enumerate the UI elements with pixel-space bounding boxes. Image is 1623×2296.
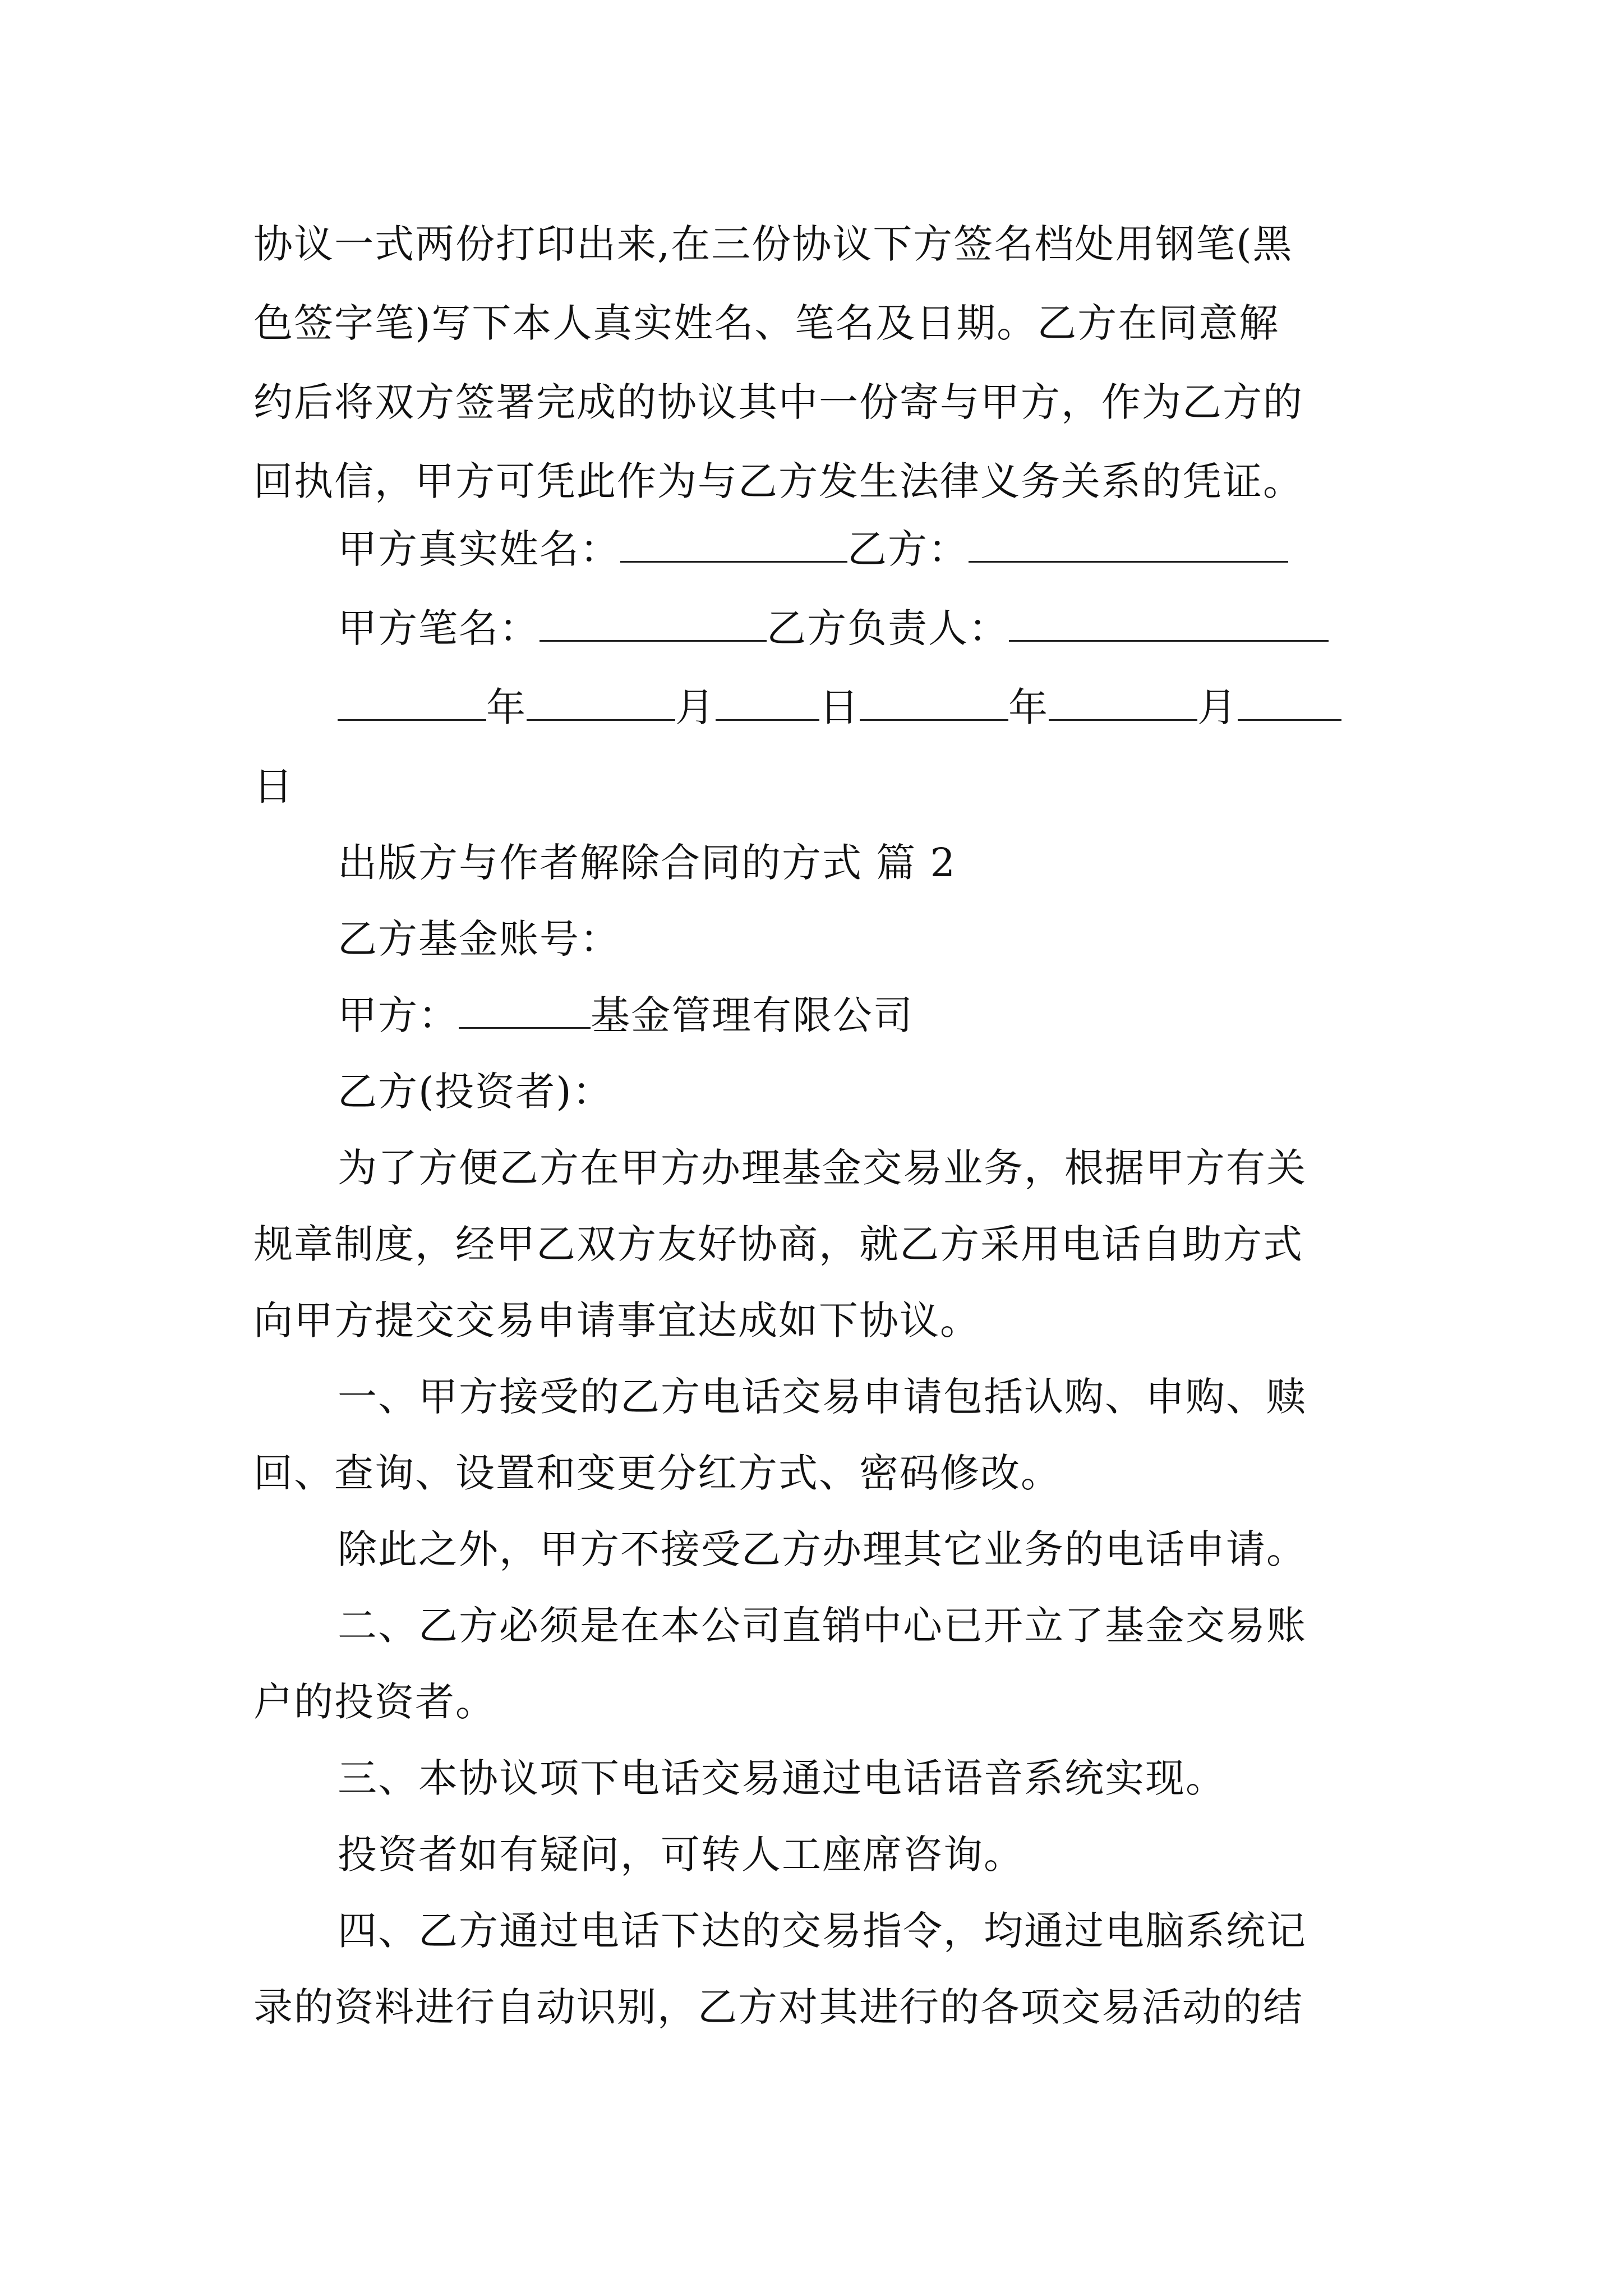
paragraph-line: 四、乙方通过电话下达的交易指令，均通过电脑系统记 — [338, 1908, 1307, 1954]
paragraph-line: 二、乙方必须是在本公司直销中心已开立了基金交易账 — [338, 1603, 1307, 1649]
party-b-rep-label: 乙方负责人： — [767, 605, 1009, 651]
party-a-real-name-label: 甲方真实姓名： — [338, 526, 620, 572]
year-label: 年 — [1008, 684, 1049, 730]
day-blank — [716, 683, 819, 721]
paragraph-line: 约后将双方签署完成的协议其中一份寄与甲方，作为乙方的 — [253, 379, 1303, 425]
party-a-line — [338, 987, 1459, 1043]
section-title: 出版方与作者解除合同的方式 篇 2 — [338, 840, 957, 886]
paragraph-line: 规章制度，经甲乙双方友好协商，就乙方采用电话自助方式 — [253, 1221, 1303, 1267]
party-a-company-suffix: 基金管理有限公司 — [591, 992, 914, 1038]
paragraph-line: 三、本协议项下电话交易通过电话语音系统实现。 — [338, 1755, 1226, 1801]
month-blank — [1049, 683, 1197, 721]
paragraph-line: 向甲方提交交易申请事宜达成如下协议。 — [253, 1297, 980, 1343]
paragraph-line: 协议一式两份打印出来,在三份协议下方签名档处用钢笔(黑 — [253, 221, 1293, 267]
paragraph-line: 回执信，甲方可凭此作为与乙方发生法律义务关系的凭证。 — [253, 458, 1303, 504]
signature-row-names — [338, 521, 1459, 577]
day-label: 日 — [253, 763, 294, 809]
signature-row-dates — [338, 679, 1459, 735]
day-label: 日 — [819, 684, 860, 730]
paragraph-line: 除此之外，甲方不接受乙方办理其它业务的电话申请。 — [338, 1526, 1307, 1572]
day-blank — [1238, 683, 1341, 721]
paragraph-line: 色签字笔)写下本人真实姓名、笔名及日期。乙方在同意解 — [253, 300, 1280, 346]
paragraph-line: 户的投资者。 — [253, 1679, 496, 1725]
month-label: 月 — [1197, 684, 1238, 730]
paragraph-line: 回、查询、设置和变更分红方式、密码修改。 — [253, 1450, 1061, 1496]
party-a-pen-name-label: 甲方笔名： — [338, 605, 540, 651]
month-label: 月 — [675, 684, 716, 730]
party-a-name-blank — [459, 991, 591, 1029]
party-a-label: 甲方： — [338, 992, 459, 1038]
party-a-pen-name-blank — [540, 604, 767, 642]
year-label: 年 — [486, 684, 527, 730]
year-blank — [338, 683, 486, 721]
party-b-blank — [969, 525, 1288, 563]
party-b-rep-blank — [1009, 604, 1329, 642]
year-blank — [860, 683, 1008, 721]
paragraph-line: 一、甲方接受的乙方电话交易申请包括认购、申购、赎 — [338, 1374, 1307, 1420]
party-b-investor-label: 乙方(投资者)： — [338, 1069, 613, 1115]
month-blank — [527, 683, 675, 721]
party-a-real-name-blank — [620, 525, 847, 563]
fund-account-label: 乙方基金账号： — [338, 916, 620, 962]
signature-row-pen-names — [338, 600, 1459, 656]
paragraph-line: 投资者如有疑问，可转人工座席咨询。 — [338, 1832, 1024, 1878]
paragraph-line: 为了方便乙方在甲方办理基金交易业务，根据甲方有关 — [338, 1145, 1307, 1191]
paragraph-line: 录的资料进行自动识别，乙方对其进行的各项交易活动的结 — [253, 1984, 1303, 2030]
party-b-label: 乙方： — [847, 526, 969, 572]
